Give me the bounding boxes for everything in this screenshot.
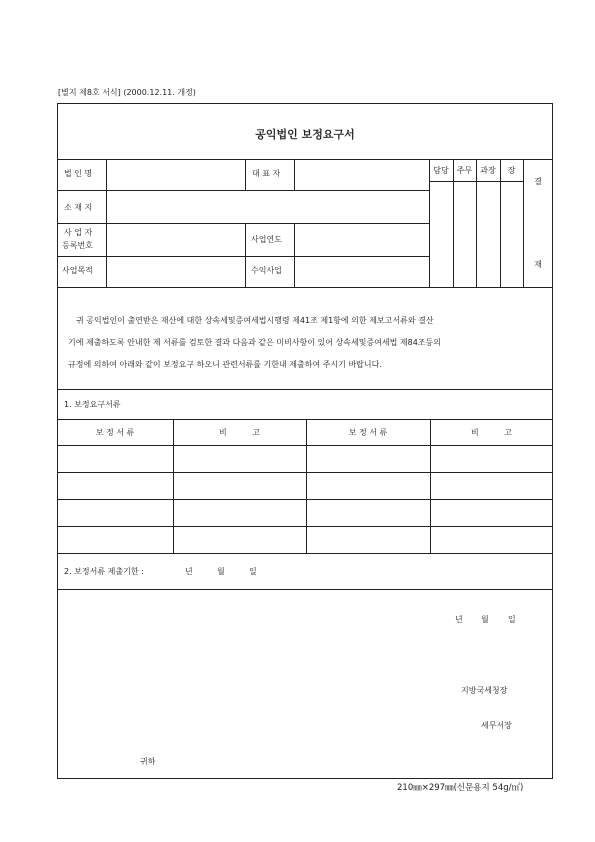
- business-purpose-label: 사업목적: [62, 266, 93, 275]
- bizno-label-line2: 등록번호: [62, 241, 93, 250]
- table-row-4-remark-1[interactable]: [174, 527, 306, 553]
- divider-section1-top: [57, 389, 553, 390]
- profit-business-label: 수익사업: [251, 266, 282, 275]
- table-row-4-remark-2[interactable]: [431, 527, 552, 553]
- business-year-field[interactable]: [295, 224, 429, 256]
- table-row-3-remark-1[interactable]: [174, 500, 306, 526]
- body-text-line-1: 귀 공익법인이 출연받은 재산에 대한 상속세및증여세법시행령 제41조 제1항에 의한 제보고서류와 결산: [76, 316, 434, 325]
- representative-field[interactable]: [295, 160, 429, 190]
- approval-col-head: 장: [507, 166, 516, 175]
- docs-header-doc-1: 보 정 서 류: [95, 428, 135, 437]
- table-row-1-doc-1[interactable]: [58, 446, 173, 472]
- tax-office-title: 세무서장: [481, 721, 512, 730]
- divider-info-bottom: [57, 287, 553, 288]
- sign-month-unit: 월: [481, 615, 489, 624]
- body-text-line-3: 규정에 의하여 아래와 같이 보정요구 하오니 관련서류를 기한내 제출하여 주시기 바랍니다.: [68, 360, 382, 369]
- table-row-1-remark-1[interactable]: [174, 446, 306, 472]
- form-title: 공익법인 보정요구서: [255, 128, 355, 141]
- divider-docs-header-top: [57, 419, 553, 420]
- divider-docs-bottom: [57, 553, 553, 554]
- divider-section2-bottom: [57, 589, 553, 590]
- sign-day-unit: 일: [508, 615, 516, 624]
- bizno-field[interactable]: [107, 224, 245, 256]
- table-row-2-doc-1[interactable]: [58, 473, 173, 499]
- table-row-3-doc-1[interactable]: [58, 500, 173, 526]
- section1-title: 1. 보정요구서류: [64, 400, 121, 409]
- table-row-3-remark-2[interactable]: [431, 500, 552, 526]
- divider-approval-l: [429, 159, 430, 287]
- address-field[interactable]: [107, 191, 429, 223]
- approval-col-manager: 과장: [480, 166, 496, 175]
- table-row-3-doc-2[interactable]: [307, 500, 430, 526]
- docs-header-remark-2: 비 고: [471, 428, 512, 437]
- divider-rep-label-l: [245, 159, 246, 191]
- approval-col-clerk: 담당: [433, 166, 449, 175]
- body-text-line-2: 기에 제출하도록 안내한 제 서류를 검토한 결과 다음과 같은 미비사항이 있어 상속세및증여세법 제84조등의: [68, 338, 441, 347]
- table-row-2-remark-1[interactable]: [174, 473, 306, 499]
- regional-tax-office-title: 지방국세청장: [461, 686, 508, 695]
- deadline-month-unit: 월: [217, 567, 225, 576]
- table-row-2-doc-2[interactable]: [307, 473, 430, 499]
- deadline-year-unit: 년: [185, 567, 193, 576]
- table-row-4-doc-1[interactable]: [58, 527, 173, 553]
- table-row-4-doc-2[interactable]: [307, 527, 430, 553]
- corp-name-label: 법 인 명: [64, 169, 93, 178]
- table-row-1-doc-2[interactable]: [307, 446, 430, 472]
- table-row-1-remark-2[interactable]: [431, 446, 552, 472]
- divider-year-label-l: [245, 223, 246, 287]
- paper-spec-note: 210㎜×297㎜(신문용지 54g/㎡): [397, 783, 524, 793]
- profit-business-field[interactable]: [295, 257, 429, 287]
- divider-approval-1: [453, 159, 454, 287]
- address-label: 소 재 지: [64, 203, 93, 212]
- submission-deadline-label: 2. 보정서류 제출기한 :: [64, 567, 144, 576]
- business-year-label: 사업연도: [251, 235, 282, 244]
- form-number-note: [별지 제8호 서식] (2000.12.11. 개정): [58, 88, 196, 97]
- addressee-suffix: 귀하: [140, 757, 156, 766]
- docs-header-doc-2: 보 정 서 류: [348, 428, 388, 437]
- deadline-day-unit: 일: [249, 567, 257, 576]
- representative-label: 대 표 자: [252, 169, 281, 178]
- docs-header-remark-1: 비 고: [219, 428, 260, 437]
- approval-side-label-top: 결: [534, 177, 542, 186]
- divider-approval-2: [476, 159, 477, 287]
- bizno-label-line1: 사 업 자: [64, 228, 93, 237]
- corp-name-field[interactable]: [107, 160, 245, 190]
- approval-col-chief: 주무: [456, 166, 473, 175]
- business-purpose-field[interactable]: [107, 257, 245, 287]
- sign-year-unit: 년: [455, 615, 463, 624]
- divider-approval-3: [500, 159, 501, 287]
- approval-side-label-bottom: 재: [534, 260, 542, 269]
- table-row-2-remark-2[interactable]: [431, 473, 552, 499]
